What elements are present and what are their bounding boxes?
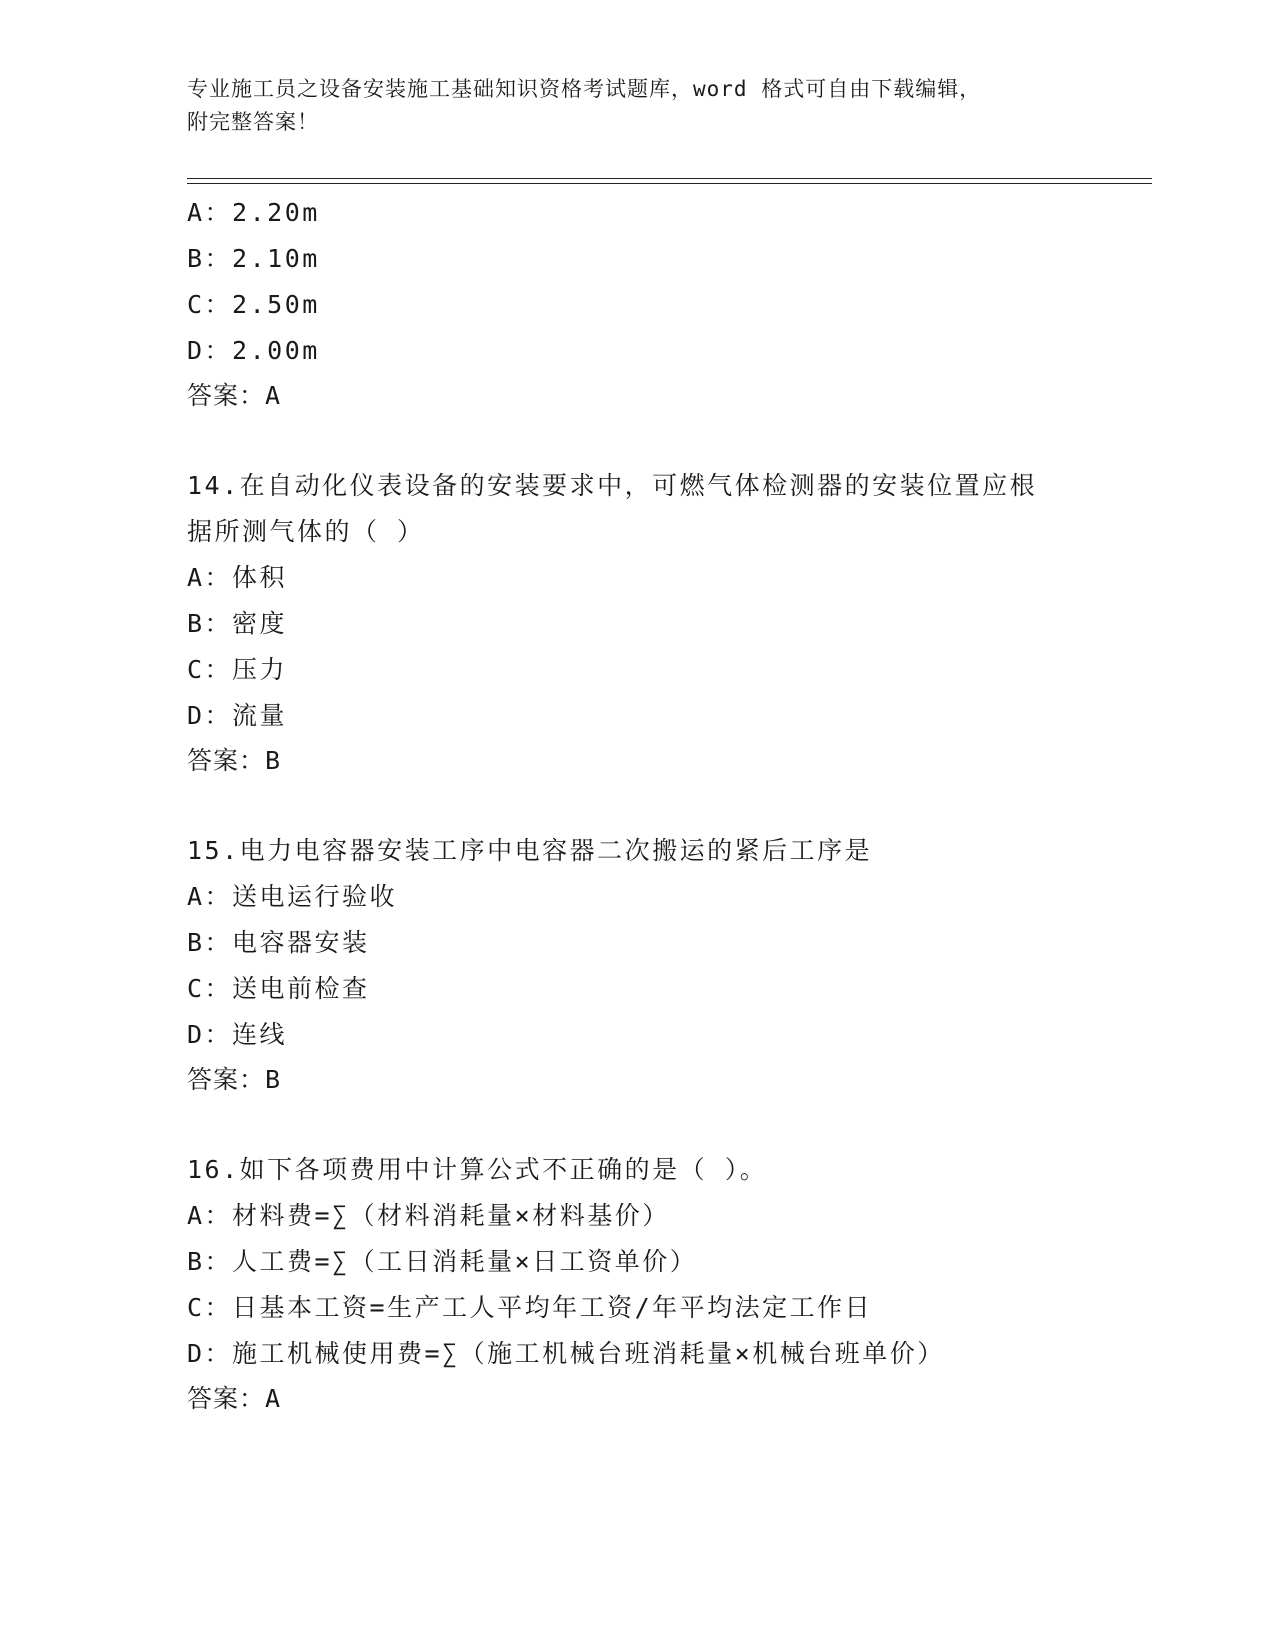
question-spacer xyxy=(187,1102,1087,1147)
option-c: C：日基本工资=生产工人平均年工资/年平均法定工作日 xyxy=(187,1293,873,1322)
answer: 答案：B xyxy=(187,746,282,775)
question-spacer xyxy=(187,418,1087,463)
header-line-2: 附完整答案！ xyxy=(187,110,319,134)
question-15 xyxy=(187,828,1087,1102)
option-b: B：2.10m xyxy=(187,244,320,273)
option-b: B：密度 xyxy=(187,609,288,638)
option-b: B：电容器安装 xyxy=(187,928,370,957)
option-c: C：压力 xyxy=(187,655,288,684)
question-spacer xyxy=(187,783,1087,828)
option-c: C：2.50m xyxy=(187,290,320,319)
question-text-line-2: 据所测气体的（ ） xyxy=(187,517,425,546)
question-16 xyxy=(187,1147,1087,1421)
option-d: D：施工机械使用费=∑（施工机械台班消耗量×机械台班单价） xyxy=(187,1339,945,1368)
option-a: A：2.20m xyxy=(187,198,320,227)
question-list xyxy=(187,190,1087,1421)
question-text: 16.如下各项费用中计算公式不正确的是（ ）。 xyxy=(187,1155,768,1184)
option-d: D：2.00m xyxy=(187,336,320,365)
question-13 xyxy=(187,190,1087,418)
question-text: 15.电力电容器安装工序中电容器二次搬运的紧后工序是 xyxy=(187,836,873,865)
answer: 答案：A xyxy=(187,381,282,410)
document-header xyxy=(187,73,1087,139)
option-b: B：人工费=∑（工日消耗量×日工资单价） xyxy=(187,1247,698,1276)
option-d: D：连线 xyxy=(187,1020,288,1049)
option-a: A：材料费=∑（材料消耗量×材料基价） xyxy=(187,1201,670,1230)
option-d: D：流量 xyxy=(187,701,288,730)
header-divider-bottom xyxy=(187,183,1152,184)
header-divider-top xyxy=(187,178,1152,179)
option-c: C：送电前检查 xyxy=(187,974,370,1003)
answer: 答案：A xyxy=(187,1384,282,1413)
option-a: A：送电运行验收 xyxy=(187,882,398,911)
answer: 答案：B xyxy=(187,1065,282,1094)
header-line-1: 专业施工员之设备安装施工基础知识资格考试题库，word 格式可自由下载编辑， xyxy=(187,77,982,101)
question-text-line-1: 14.在自动化仪表设备的安装要求中，可燃气体检测器的安装位置应根 xyxy=(187,471,1038,500)
question-14 xyxy=(187,463,1087,783)
option-a: A：体积 xyxy=(187,563,288,592)
